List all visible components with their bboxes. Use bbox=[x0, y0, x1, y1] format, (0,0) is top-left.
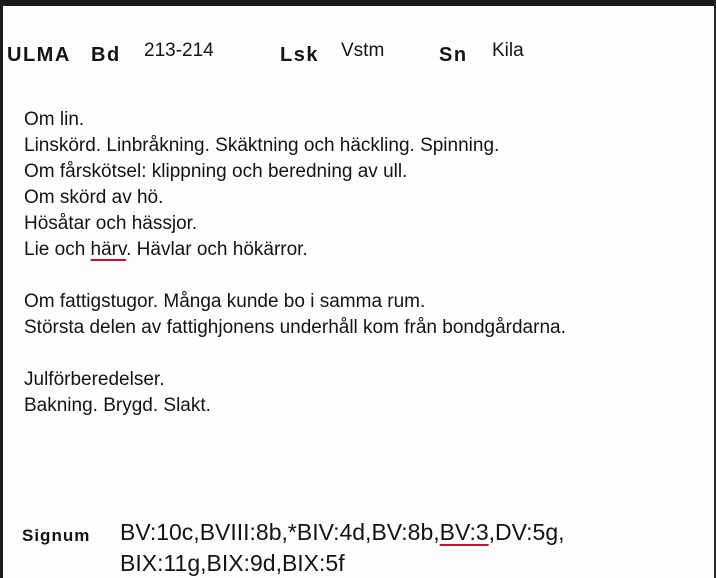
signum-codes-line1 bbox=[120, 517, 710, 548]
body-line: Om fattigstugor. Många kunde bo i samma rum. bbox=[24, 291, 426, 312]
signum-codes-line2: BIX:11g,BIX:9d,BIX:5f bbox=[120, 550, 345, 576]
bd-value: 213-214 bbox=[144, 40, 214, 61]
card-header bbox=[7, 38, 707, 68]
body-line-lie bbox=[24, 237, 704, 263]
body-line: Största delen av fattighjonens underhåll kom från bondgårdarna. bbox=[24, 317, 566, 338]
lie-post: . Hävlar och hökärror. bbox=[126, 239, 308, 260]
lsk-label: Lsk bbox=[280, 44, 319, 66]
body-line: Julförberedelser. bbox=[24, 369, 165, 390]
card-body bbox=[24, 107, 704, 419]
signum-codes-pre: BV:10c,BVIII:8b,*BIV:4d,BV:8b, bbox=[120, 519, 440, 545]
signum-codes bbox=[120, 517, 710, 578]
card-top-border bbox=[0, 0, 716, 6]
body-line: Om skörd av hö. bbox=[24, 187, 164, 208]
body-gap bbox=[24, 263, 704, 289]
body-line: Om lin. bbox=[24, 109, 85, 130]
body-line: Bakning. Brygd. Slakt. bbox=[24, 395, 211, 416]
body-line: Linskörd. Linbråkning. Skäktning och häckling. Spinning. bbox=[24, 135, 500, 156]
body-gap bbox=[24, 341, 704, 367]
lsk-value: Vstm bbox=[341, 40, 385, 61]
signum-codes-post: ,DV:5g, bbox=[488, 519, 565, 545]
card-left-border bbox=[0, 0, 3, 578]
lie-pre: Lie och bbox=[24, 239, 91, 260]
sn-value: Kila bbox=[492, 40, 524, 61]
sn-label: Sn bbox=[439, 44, 468, 66]
body-line: Hösåtar och hässjor. bbox=[24, 213, 198, 234]
ulma-label: ULMA bbox=[7, 44, 71, 66]
harv-underlined: härv bbox=[90, 239, 127, 260]
signum-label: Signum bbox=[22, 526, 91, 545]
body-line: Om fårskötsel: klippning och beredning av ull. bbox=[24, 161, 408, 182]
bd-label: Bd bbox=[91, 44, 121, 66]
signum-code-underlined: BV:3 bbox=[439, 519, 489, 545]
